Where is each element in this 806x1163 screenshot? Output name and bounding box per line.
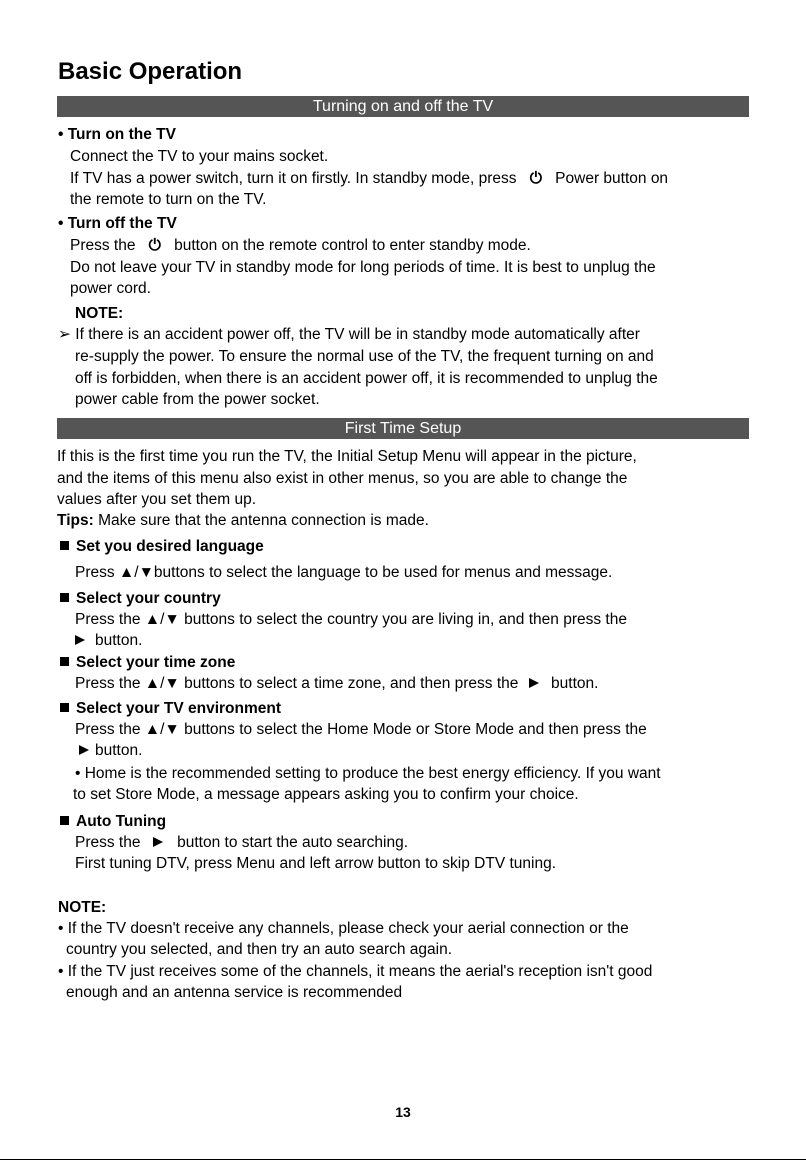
- country-line-1: Press the ▲/▼ buttons to select the country you are living in, and then press the: [75, 611, 627, 628]
- turn-on-line-1: Connect the TV to your mains socket.: [70, 148, 329, 165]
- environment-line-4: to set Store Mode, a message appears asking you to confirm your choice.: [73, 786, 579, 803]
- language-heading-text: Set you desired language: [76, 538, 264, 555]
- square-bullet-icon: [60, 541, 69, 550]
- environment-line-2: [79, 740, 142, 762]
- auto-tuning-line-1: [75, 832, 408, 854]
- turn-off-line-2: Do not leave your TV in standby mode for long periods of time. It is best to unplug the: [70, 259, 656, 276]
- bottom-rule: [0, 1159, 806, 1160]
- note-line-4: power cable from the power socket.: [75, 391, 320, 408]
- timezone-line-1b: button.: [551, 675, 599, 692]
- final-note-line-2: country you selected, and then try an auto search again.: [66, 941, 453, 958]
- environment-heading-text: Select your TV environment: [76, 700, 281, 717]
- environment-line-1: Press the ▲/▼ buttons to select the Home Mode or Store Mode and then press the: [75, 721, 647, 738]
- section-header-power: Turning on and off the TV: [57, 96, 749, 117]
- turn-off-line-1b: button on the remote control to enter standby mode.: [174, 237, 531, 254]
- turn-on-line-2b: Power button on: [555, 170, 669, 187]
- language-heading: [60, 536, 264, 558]
- tips-label: Tips:: [57, 512, 94, 529]
- environment-line-2-text: button.: [95, 742, 143, 759]
- timezone-heading: [60, 652, 235, 674]
- final-note-label: NOTE:: [58, 899, 107, 916]
- final-note-line-3: • If the TV just receives some of the channels, it means the aerial's reception isn't good: [58, 963, 653, 980]
- environment-heading: [60, 698, 281, 720]
- auto-tuning-line-1b: button to start the auto searching.: [177, 834, 409, 851]
- turn-on-line-2a: If TV has a power switch, turn it on firstly. In standby mode, press: [70, 170, 517, 187]
- right-arrow-icon: [75, 635, 85, 645]
- page-number: 13: [395, 1104, 411, 1120]
- turn-off-line-1: [70, 235, 531, 257]
- timezone-heading-text: Select your time zone: [76, 654, 236, 671]
- section-header-setup: First Time Setup: [57, 418, 749, 439]
- square-bullet-icon: [60, 593, 69, 602]
- turn-on-heading: • Turn on the TV: [58, 126, 176, 143]
- note-line-3: off is forbidden, when there is an accident power off, it is recommended to unplug the: [75, 370, 658, 387]
- auto-tuning-line-1a: Press the: [75, 834, 141, 851]
- turn-off-line-1a: Press the: [70, 237, 136, 254]
- note-line-2: re-supply the power. To ensure the normal use of the TV, the frequent turning on and: [75, 348, 654, 365]
- square-bullet-icon: [60, 703, 69, 712]
- setup-intro-line-3: values after you set them up.: [57, 491, 257, 508]
- timezone-line-1: [75, 673, 598, 695]
- note-line-1: ➢ If there is an accident power off, the TV will be in standby mode automatically after: [58, 326, 640, 343]
- power-icon: ⏻: [529, 170, 542, 187]
- final-note-line-4: enough and an antenna service is recommended: [66, 984, 403, 1001]
- square-bullet-icon: [60, 816, 69, 825]
- turn-on-line-2: [70, 168, 668, 190]
- page-title: Basic Operation: [58, 58, 243, 85]
- turn-off-heading: • Turn off the TV: [58, 215, 177, 232]
- tips-line: [57, 510, 429, 532]
- country-heading-text: Select your country: [76, 590, 221, 607]
- turn-on-line-3: the remote to turn on the TV.: [70, 191, 267, 208]
- setup-intro-line-1: If this is the first time you run the TV, the Initial Setup Menu will appear in the picture,: [57, 448, 637, 465]
- auto-tuning-line-2: First tuning DTV, press Menu and left arrow button to skip DTV tuning.: [75, 855, 557, 872]
- timezone-line-1a: Press the ▲/▼ buttons to select a time zone, and then press the: [75, 675, 519, 692]
- country-heading: [60, 588, 221, 610]
- language-line-1: Press ▲/▼buttons to select the language to be used for menus and message.: [75, 564, 613, 581]
- right-arrow-icon: [153, 837, 163, 847]
- square-bullet-icon: [60, 657, 69, 666]
- country-line-2-text: button.: [95, 632, 143, 649]
- power-icon: ⏻: [148, 237, 161, 254]
- tips-text: Make sure that the antenna connection is made.: [98, 512, 429, 529]
- environment-line-3: • Home is the recommended setting to produce the best energy efficiency. If you want: [75, 765, 661, 782]
- auto-tuning-heading-text: Auto Tuning: [76, 813, 167, 830]
- right-arrow-icon: [529, 678, 539, 688]
- country-line-2: [75, 630, 142, 652]
- right-arrow-icon: [79, 745, 89, 755]
- setup-intro-line-2: and the items of this menu also exist in other menus, so you are able to change the: [57, 470, 628, 487]
- auto-tuning-heading: [60, 811, 166, 833]
- note-label: NOTE:: [75, 305, 124, 322]
- final-note-line-1: • If the TV doesn't receive any channels, please check your aerial connection or the: [58, 920, 629, 937]
- turn-off-line-3: power cord.: [70, 280, 151, 297]
